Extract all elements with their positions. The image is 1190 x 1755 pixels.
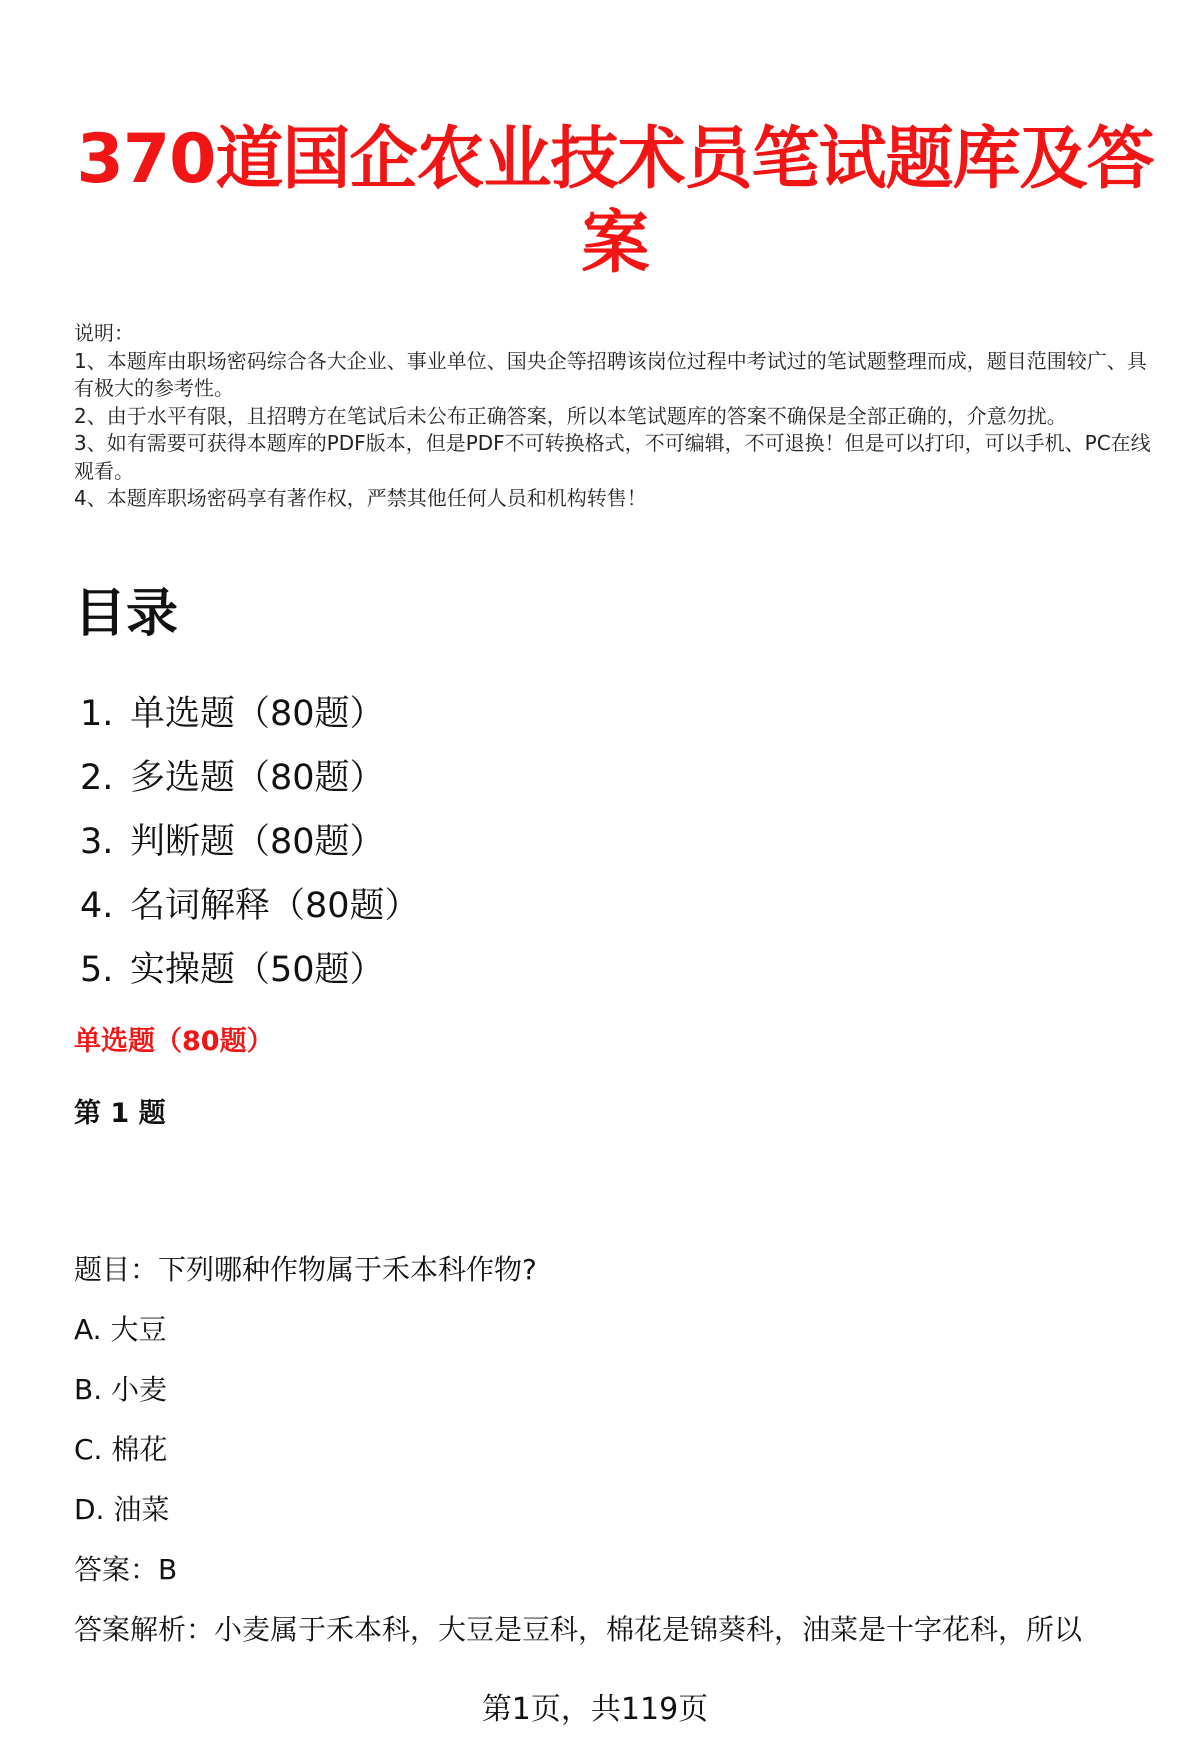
answer: 答案：B xyxy=(74,1553,178,1586)
page-footer: 第1页，共119页 xyxy=(481,1692,709,1727)
question-stem: 题目：下列哪种作物属于禾本科作物? xyxy=(74,1253,537,1286)
option-c: C. 棉花 xyxy=(74,1433,168,1466)
note-item-2: 2、由于水平有限，且招聘方在笔试后未公布正确答案，所以本笔试题库的答案不确保是全部正确的，介意勿扰。 xyxy=(74,403,1067,428)
toc-heading: 目录 xyxy=(74,584,179,644)
toc-item-number: 3. xyxy=(80,822,114,862)
toc-item-label: 单选题（80题） xyxy=(130,694,385,734)
toc-item-number: 4. xyxy=(80,886,114,926)
section-heading: 单选题（80题） xyxy=(74,1026,274,1057)
toc-item-number: 2. xyxy=(80,758,114,798)
note-item-3: 3、如有需要可获得本题库的PDF版本，但是PDF不可转换格式，不可编辑，不可退换！但是可以打印，可以手机、PC在线观看。 xyxy=(74,431,1151,483)
toc-item-term-definition[interactable] xyxy=(80,874,420,938)
toc-item-multiple-choice[interactable] xyxy=(80,746,420,810)
notes-section xyxy=(74,320,1154,513)
toc-item-number: 1. xyxy=(80,694,114,734)
note-item-1: 1、本题库由职场密码综合各大企业、事业单位、国央企等招聘该岗位过程中考试过的笔试题整理而成，题目范围较广、具有极大的参考性。 xyxy=(74,348,1147,400)
toc-item-true-false[interactable] xyxy=(80,810,420,874)
toc-item-label: 实操题（50题） xyxy=(130,950,385,990)
question-number: 第 1 题 xyxy=(74,1098,166,1129)
table-of-contents xyxy=(80,682,420,1002)
notes-heading: 说明： xyxy=(74,321,134,345)
question-block xyxy=(74,1240,1174,1660)
toc-item-number: 5. xyxy=(80,950,114,990)
toc-item-label: 多选题（80题） xyxy=(130,758,385,798)
document-title: 370道国企农业技术员笔试题库及答案 xyxy=(76,120,1154,283)
note-item-4: 4、本题库职场密码享有著作权，严禁其他任何人员和机构转售！ xyxy=(74,486,647,510)
option-d: D. 油菜 xyxy=(74,1493,170,1526)
option-a: A. 大豆 xyxy=(74,1313,167,1346)
answer-explanation: 答案解析：小麦属于禾本科，大豆是豆科，棉花是锦葵科，油菜是十字花科，所以 xyxy=(74,1613,1083,1646)
toc-item-single-choice[interactable] xyxy=(80,682,420,746)
toc-item-label: 判断题（80题） xyxy=(130,822,385,862)
toc-item-practical[interactable] xyxy=(80,938,420,1002)
option-b: B. 小麦 xyxy=(74,1373,168,1406)
toc-item-label: 名词解释（80题） xyxy=(130,886,420,926)
